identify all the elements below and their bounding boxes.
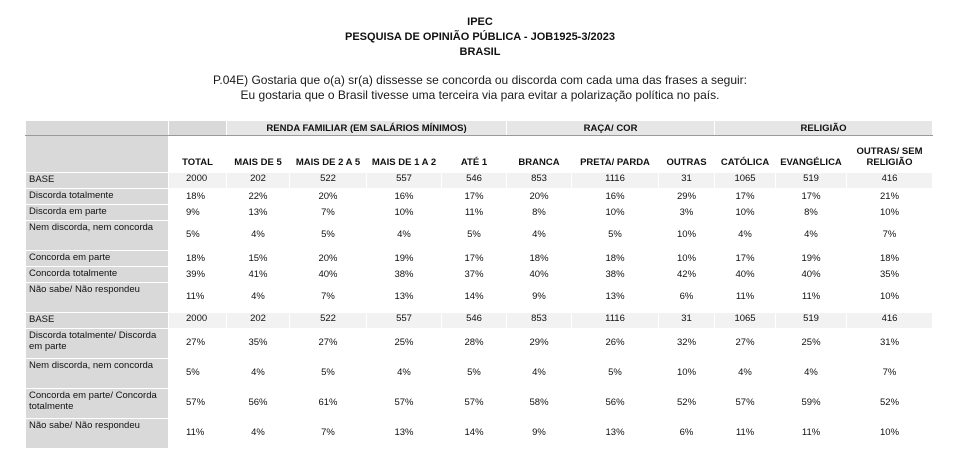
table-row — [26, 283, 933, 313]
table-cell: 519 — [776, 173, 847, 189]
table-cell: 40% — [715, 267, 776, 283]
row-label: Discorda totalmente — [26, 189, 169, 205]
row-label: Concorda em parte — [26, 251, 169, 267]
table-cell: 519 — [776, 313, 847, 329]
table-cell: 13% — [227, 205, 290, 221]
table-cell: 52% — [847, 389, 933, 419]
table-cell: 27% — [715, 329, 776, 359]
table-cell: 29% — [659, 189, 715, 205]
table-cell: 10% — [659, 359, 715, 389]
table-cell: 32% — [659, 329, 715, 359]
table-cell: 4% — [227, 283, 290, 313]
results-body — [26, 173, 933, 449]
table-cell: 17% — [715, 189, 776, 205]
table-cell: 25% — [776, 329, 847, 359]
table-cell: 11% — [442, 205, 507, 221]
table-cell: 31 — [659, 313, 715, 329]
table-cell: 1065 — [715, 313, 776, 329]
group-renda: RENDA FAMILIAR (EM SALÁRIOS MÍNIMOS) — [227, 121, 507, 136]
table-cell: 40% — [507, 267, 572, 283]
table-cell: 13% — [572, 283, 659, 313]
table-cell: 9% — [507, 419, 572, 449]
table-cell: 4% — [776, 359, 847, 389]
table-cell: 416 — [847, 313, 933, 329]
table-cell: 1116 — [572, 313, 659, 329]
table-cell: 202 — [227, 173, 290, 189]
table-cell: 522 — [290, 173, 367, 189]
table-cell: 5% — [169, 221, 227, 251]
table-cell: 10% — [572, 205, 659, 221]
table-cell: 39% — [169, 267, 227, 283]
table-cell: 35% — [847, 267, 933, 283]
table-cell: 20% — [290, 251, 367, 267]
table-cell: 5% — [572, 359, 659, 389]
table-cell: 4% — [227, 359, 290, 389]
column-header-row — [26, 136, 933, 173]
table-cell: 19% — [367, 251, 442, 267]
table-cell: 17% — [776, 189, 847, 205]
table-cell: 522 — [290, 313, 367, 329]
column-header: BRANCA — [507, 136, 572, 173]
table-cell: 4% — [776, 221, 847, 251]
question-line-1: P.04E) Gostaria que o(a) sr(a) dissesse se concorda ou discorda com cada uma das frases a seguir: — [212, 73, 748, 87]
question-line-2: Eu gostaria que o Brasil tivesse uma terceira via para evitar a polarização política no país. — [240, 88, 720, 102]
column-header: EVANGÉLICA — [776, 136, 847, 173]
table-cell: 202 — [227, 313, 290, 329]
table-cell: 4% — [227, 221, 290, 251]
table-cell: 853 — [507, 313, 572, 329]
row-label: Não sabe/ Não respondeu — [26, 419, 169, 449]
column-header: CATÓLICA — [715, 136, 776, 173]
total-group-cell — [169, 121, 227, 136]
table-cell: 11% — [776, 419, 847, 449]
table-cell: 9% — [507, 283, 572, 313]
table-cell: 18% — [169, 189, 227, 205]
row-label: Concorda em parte/ Concorda totalmente — [26, 389, 169, 419]
table-cell: 20% — [507, 189, 572, 205]
table-cell: 16% — [367, 189, 442, 205]
table-cell: 546 — [442, 313, 507, 329]
table-cell: 5% — [442, 359, 507, 389]
column-header: MAIS DE 5 — [227, 136, 290, 173]
table-cell: 4% — [227, 419, 290, 449]
table-cell: 18% — [572, 251, 659, 267]
table-cell: 5% — [169, 359, 227, 389]
table-cell: 10% — [847, 205, 933, 221]
table-row — [26, 189, 933, 205]
table-cell: 10% — [367, 205, 442, 221]
table-cell: 14% — [442, 419, 507, 449]
table-row — [26, 267, 933, 283]
table-cell: 11% — [715, 419, 776, 449]
table-cell: 5% — [290, 221, 367, 251]
table-cell: 4% — [715, 359, 776, 389]
table-cell: 27% — [169, 329, 227, 359]
table-cell: 56% — [227, 389, 290, 419]
column-header: ATÉ 1 — [442, 136, 507, 173]
table-cell: 10% — [847, 283, 933, 313]
table-cell: 26% — [572, 329, 659, 359]
table-cell: 11% — [776, 283, 847, 313]
table-cell: 2000 — [169, 173, 227, 189]
table-cell: 35% — [227, 329, 290, 359]
table-cell: 546 — [442, 173, 507, 189]
question-text — [0, 73, 960, 103]
row-label: Nem discorda, nem concorda — [26, 221, 169, 251]
table-cell: 11% — [169, 419, 227, 449]
table-cell: 7% — [290, 205, 367, 221]
table-cell: 4% — [507, 359, 572, 389]
table-cell: 10% — [715, 205, 776, 221]
results-table-wrapper — [25, 120, 932, 449]
table-cell: 10% — [659, 251, 715, 267]
table-row — [26, 313, 933, 329]
corner-cell-lower — [26, 136, 169, 173]
table-row — [26, 329, 933, 359]
table-row — [26, 251, 933, 267]
table-cell: 13% — [367, 283, 442, 313]
table-cell: 38% — [367, 267, 442, 283]
table-cell: 2000 — [169, 313, 227, 329]
table-cell: 57% — [715, 389, 776, 419]
table-cell: 11% — [715, 283, 776, 313]
table-cell: 40% — [776, 267, 847, 283]
table-cell: 18% — [169, 251, 227, 267]
table-cell: 8% — [507, 205, 572, 221]
table-cell: 16% — [572, 189, 659, 205]
table-cell: 10% — [659, 221, 715, 251]
table-cell: 3% — [659, 205, 715, 221]
table-cell: 7% — [847, 221, 933, 251]
table-cell: 1116 — [572, 173, 659, 189]
table-cell: 14% — [442, 283, 507, 313]
table-row — [26, 205, 933, 221]
table-cell: 4% — [715, 221, 776, 251]
row-label: BASE — [26, 313, 169, 329]
table-cell: 17% — [442, 251, 507, 267]
row-label: BASE — [26, 173, 169, 189]
column-header: PRETA/ PARDA — [572, 136, 659, 173]
table-cell: 18% — [847, 251, 933, 267]
column-header: MAIS DE 2 A 5 — [290, 136, 367, 173]
table-cell: 20% — [290, 189, 367, 205]
table-cell: 13% — [367, 419, 442, 449]
table-cell: 7% — [290, 283, 367, 313]
column-header: OUTRAS — [659, 136, 715, 173]
table-cell: 38% — [572, 267, 659, 283]
report-header — [0, 0, 960, 60]
table-cell: 4% — [367, 221, 442, 251]
table-cell: 52% — [659, 389, 715, 419]
table-cell: 22% — [227, 189, 290, 205]
table-cell: 29% — [507, 329, 572, 359]
table-cell: 56% — [572, 389, 659, 419]
column-header: MAIS DE 1 A 2 — [367, 136, 442, 173]
table-cell: 9% — [169, 205, 227, 221]
table-cell: 25% — [367, 329, 442, 359]
survey-title: PESQUISA DE OPINIÃO PÚBLICA - JOB1925-3/2023 — [345, 31, 615, 43]
table-cell: 41% — [227, 267, 290, 283]
group-raca: RAÇA/ COR — [507, 121, 715, 136]
survey-region: BRASIL — [459, 46, 501, 58]
table-cell: 4% — [507, 221, 572, 251]
table-cell: 5% — [290, 359, 367, 389]
table-cell: 61% — [290, 389, 367, 419]
table-cell: 40% — [290, 267, 367, 283]
table-cell: 19% — [776, 251, 847, 267]
row-label: Discorda em parte — [26, 205, 169, 221]
table-row — [26, 173, 933, 189]
table-cell: 58% — [507, 389, 572, 419]
table-cell: 57% — [367, 389, 442, 419]
row-label: Concorda totalmente — [26, 267, 169, 283]
column-header: OUTRAS/ SEM RELIGIÃO — [847, 136, 933, 173]
institute-name: IPEC — [467, 16, 493, 28]
row-label: Nem discorda, nem concorda — [26, 359, 169, 389]
table-cell: 6% — [659, 283, 715, 313]
table-cell: 4% — [367, 359, 442, 389]
table-cell: 8% — [776, 205, 847, 221]
row-label: Discorda totalmente/ Discorda em parte — [26, 329, 169, 359]
results-table — [25, 120, 933, 449]
group-religiao: RELIGIÃO — [715, 121, 933, 136]
table-cell: 31 — [659, 173, 715, 189]
table-cell: 57% — [169, 389, 227, 419]
table-cell: 10% — [847, 419, 933, 449]
table-cell: 42% — [659, 267, 715, 283]
table-cell: 21% — [847, 189, 933, 205]
table-cell: 57% — [442, 389, 507, 419]
table-cell: 37% — [442, 267, 507, 283]
table-cell: 557 — [367, 173, 442, 189]
table-cell: 31% — [847, 329, 933, 359]
table-cell: 59% — [776, 389, 847, 419]
table-cell: 15% — [227, 251, 290, 267]
table-cell: 6% — [659, 419, 715, 449]
table-cell: 5% — [442, 221, 507, 251]
table-cell: 11% — [169, 283, 227, 313]
table-row — [26, 389, 933, 419]
table-cell: 17% — [715, 251, 776, 267]
row-label: Não sabe/ Não respondeu — [26, 283, 169, 313]
table-row — [26, 221, 933, 251]
table-cell: 17% — [442, 189, 507, 205]
table-row — [26, 359, 933, 389]
table-cell: 5% — [572, 221, 659, 251]
table-cell: 1065 — [715, 173, 776, 189]
table-row — [26, 419, 933, 449]
table-cell: 28% — [442, 329, 507, 359]
table-cell: 557 — [367, 313, 442, 329]
table-cell: 853 — [507, 173, 572, 189]
table-cell: 416 — [847, 173, 933, 189]
table-cell: 13% — [572, 419, 659, 449]
table-cell: 7% — [290, 419, 367, 449]
column-header: TOTAL — [169, 136, 227, 173]
table-cell: 18% — [507, 251, 572, 267]
table-cell: 7% — [847, 359, 933, 389]
group-header-row — [26, 121, 933, 136]
table-cell: 27% — [290, 329, 367, 359]
corner-cell — [26, 121, 169, 136]
